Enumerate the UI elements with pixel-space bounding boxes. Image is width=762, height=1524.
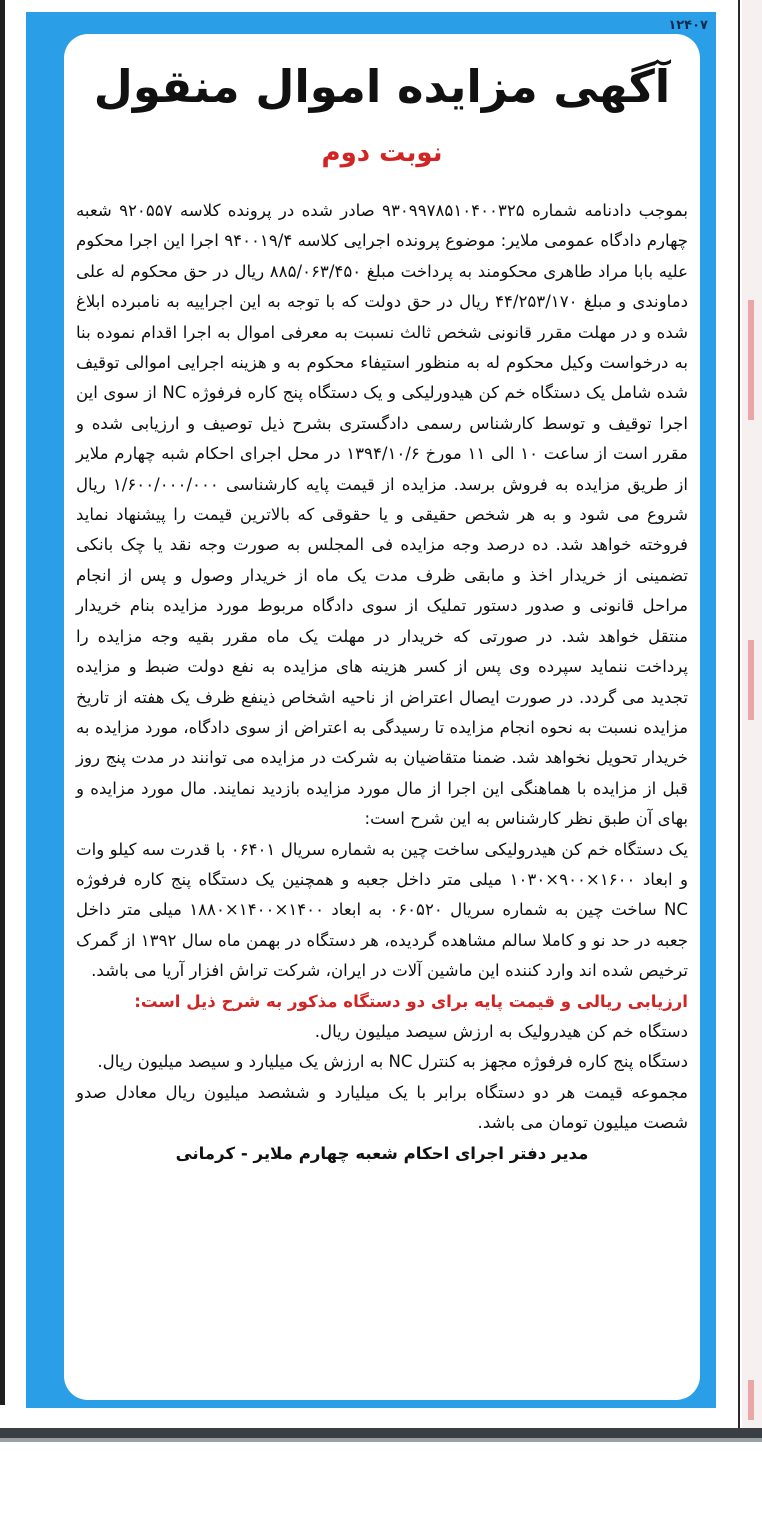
items-paragraph: یک دستگاه خم کن هیدرولیکی ساخت چین به شماره سریال ۰۶۴۰۱ با قدرت سه کیلو وات و ابعاد ۱۶۰۰×۹۰۰×۱۰۳۰ میلی متر داخل جعبه و همچنین یک دستگاه پنج کاره فرفوژه NC ساخت چین به شماره سریال ۰۶۰۵۲۰ به ابعاد ۱۴۰۰×۱۴۰۰×۱۸۸۰ میلی متر داخل جعبه در حد نو و کاملا سالم مشاهده گردیده، هر دستگاه در بهمن ماه سال ۱۳۹۲ از گمرک ترخیص شده اند وارد کننده این ماشین آلات در ایران، شرکت تراش افزار آریا می باشد. [76, 839, 689, 981]
valuation-line: دستگاه پنج کاره فرفوژه مجهز به کنترل NC به ارزش یک میلیارد و سیصد میلیون ریال. [97, 1052, 688, 1072]
page-bottom-band [0, 1438, 762, 1442]
right-column-rule [738, 0, 740, 1430]
adjacent-mark [748, 300, 754, 420]
notice-card [64, 34, 700, 1400]
notice-title: آگهی مزایده اموال منقول [93, 60, 671, 113]
signature: مدیر دفتر اجرای احکام شعبه چهارم ملایر - کرمانی [175, 1143, 589, 1163]
valuation-line: دستگاه خم کن هیدرولیک به ارزش سیصد میلیون ریال. [314, 1021, 688, 1041]
notice-frame [26, 12, 716, 1408]
page-bottom-band [0, 1428, 762, 1438]
notice-body [76, 196, 688, 1169]
valuation-heading: ارزیابی ریالی و قیمت پایه برای دو دستگاه مذکور به شرح ذیل است: [134, 991, 688, 1011]
left-column-rule [0, 0, 5, 1405]
adjacent-column-edge [742, 0, 762, 1430]
adjacent-mark [748, 640, 754, 720]
main-paragraph: بموجب دادنامه شماره ۹۳۰۹۹۷۸۵۱۰۴۰۰۳۲۵ صادر شده در پرونده کلاسه ۹۲۰۵۵۷ شعبه چهارم دادگاه عمومی ملایر: موضوع پرونده اجرایی کلاسه ۹۴۰۰۱۹/۴ اجرا این اجرا محکوم علیه بابا مراد طاهری محکومند به پرداخت مبلغ ۸۸۵/۰۶۳/۴۵۰ ریال در حق محکوم له علی دماوندی و مبلغ ۴۴/۲۵۳/۱۷۰ ریال در حق دولت که با توجه به این اجراییه به نامبرده ابلاغ شده و در مهلت مقرر قانونی شخص ثالث نسبت به معرفی اموال به اجرا اقدام نموده بنا به درخواست وکیل محکوم له به منظور استیفاء محکوم به و هزینه اجرایی اموالی توقیف شده شامل یک دستگاه خم کن هیدورلیکی و یک دستگاه پنج کاره فرفوژه NC از سوی این اجرا توقیف و توسط کارشناس رسمی دادگستری بشرح ذیل توصیف و ارزیابی شده و مقرر است از ساعت ۱۰ الی ۱۱ مورخ ۱۳۹۴/۱۰/۶ در محل اجرای احکام شبه چهارم ملایر از طریق مزایده به فروش برسد. مزایده از قیمت پایه کارشناسی ۱/۶۰۰/۰۰۰/۰۰۰ ریال شروع می شود و به هر شخص حقیقی و یا حقوقی که بالاترین قیمت را پیشنهاد نماید فروخته خواهد شد. ده درصد وجه مزایده فی المجلس به صورت وجه نقد یا چک بانکی تضمینی از خریدار اخذ و مابقی ظرف مدت یک ماه از خریدار وصول و پس از انجام مراحل قانونی و صدور دستور تملیک از سوی دادگاه مربوط مورد مزایده بنام خریدار منتقل خواهد شد. در صورتی که خریدار در مهلت یک ماه مقرر بقیه وجه مزایده را پرداخت ننماید سپرده وی پس از کسر هزینه های مزایده به نفع دولت ضبط و مزایده تجدید می گردد. در صورت ایصال اعتراض از ناحیه اشخاص ذینفع ظرف یک هفته از تاریخ مزایده نسبت به نحوه انجام مزایده تا رسیدگی به اعتراض از سوی دادگاه، مورد مزایده به خریدار تحویل نخواهد شد. ضمنا متقاضیان به شرکت در مزایده می توانند در مدت پنج روز قبل از مزایده با هماهنگی این اجرا از مال مورد مزایده بازدید نمایند. مال مورد مزایده و بهای آن طبق نظر کارشناس به این شرح است: [76, 201, 688, 829]
notice-subtitle: نوبت دوم [321, 138, 443, 168]
notice-code: ۱۲۴۰۷ [668, 18, 708, 33]
valuation-total: مجموعه قیمت هر دو دستگاه برابر با یک میلیارد و ششصد میلیون ریال معادل صدو شصت میلیون تومان می باشد. [76, 1082, 688, 1133]
adjacent-mark [748, 1380, 754, 1420]
